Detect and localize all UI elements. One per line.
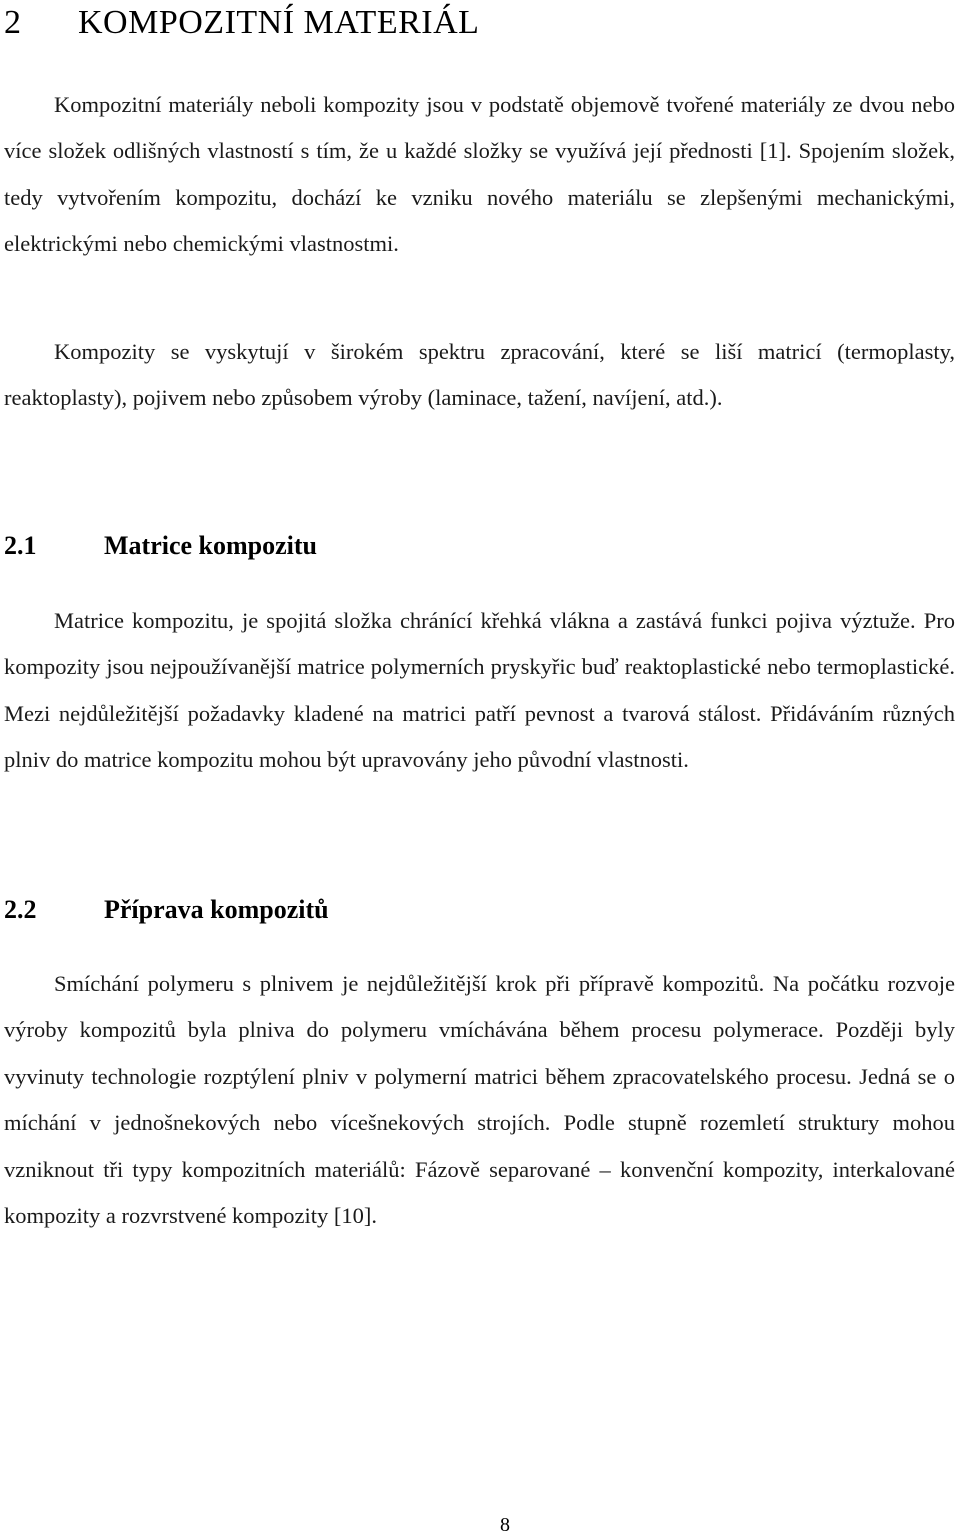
section-number: 2.1 (4, 531, 37, 560)
section-paragraph-matrice: Matrice kompozitu, je spojitá složka chránící křehká vlákna a zastává funkci pojiva výztuže. Pro kompozity jsou nejpoužívanější matrice polymerních pryskyřic buď reaktoplastické nebo termoplastické. Mezi nejdůležitější požadavky kladené na matrici patří pevnost a tvarová stálost. Přidáváním různých plniv do matrice kompozitu mohou být upravovány jeho původní vlastnosti. (4, 608, 955, 773)
chapter-paragraph-2: Kompozity se vyskytují v širokém spektru zpracování, které se liší matricí (termoplasty, reaktoplasty), pojivem nebo způsobem výroby (laminace, tažení, navíjení, atd.). (4, 339, 955, 411)
chapter-paragraph-1: Kompozitní materiály neboli kompozity jsou v podstatě objemově tvořené materiály ze dvou nebo více složek odlišných vlastností s tím, že u každé složky se využívá její přednosti [1]. Spojením složek, tedy vytvořením kompozitu, dochází ke vzniku nového materiálu se zlepšenými mechanickými, elektrickými nebo chemickými vlastnostmi. (4, 92, 955, 257)
section-title: Příprava kompozitů (104, 895, 329, 924)
chapter-title: KOMPOZITNÍ MATERIÁL (78, 4, 480, 41)
section-heading-matrice (4, 530, 317, 562)
page-number: 8 (500, 1514, 510, 1536)
section-paragraph-priprava: Smíchání polymeru s plnivem je nejdůležitější krok při přípravě kompozitů. Na počátku rozvoje výroby kompozitů byla plniva do polymeru vmíchávána během procesu polymerace. Později byly vyvinuty technologie rozptýlení plniv v polymerní matrici během zpracovatelského procesu. Jedná se o míchání v jednošnekových nebo vícešnekových strojích. Podle stupně rozemletí struktury mohou vzniknout tři typy kompozitních materiálů: Fázově separované – konvenční kompozity, interkalované kompozity a rozvrstvené kompozity [10]. (4, 971, 955, 1229)
section-heading-priprava (4, 894, 329, 926)
chapter-number: 2 (4, 4, 22, 41)
chapter-heading (4, 0, 479, 46)
section-title: Matrice kompozitu (104, 531, 318, 560)
section-number: 2.2 (4, 895, 37, 924)
